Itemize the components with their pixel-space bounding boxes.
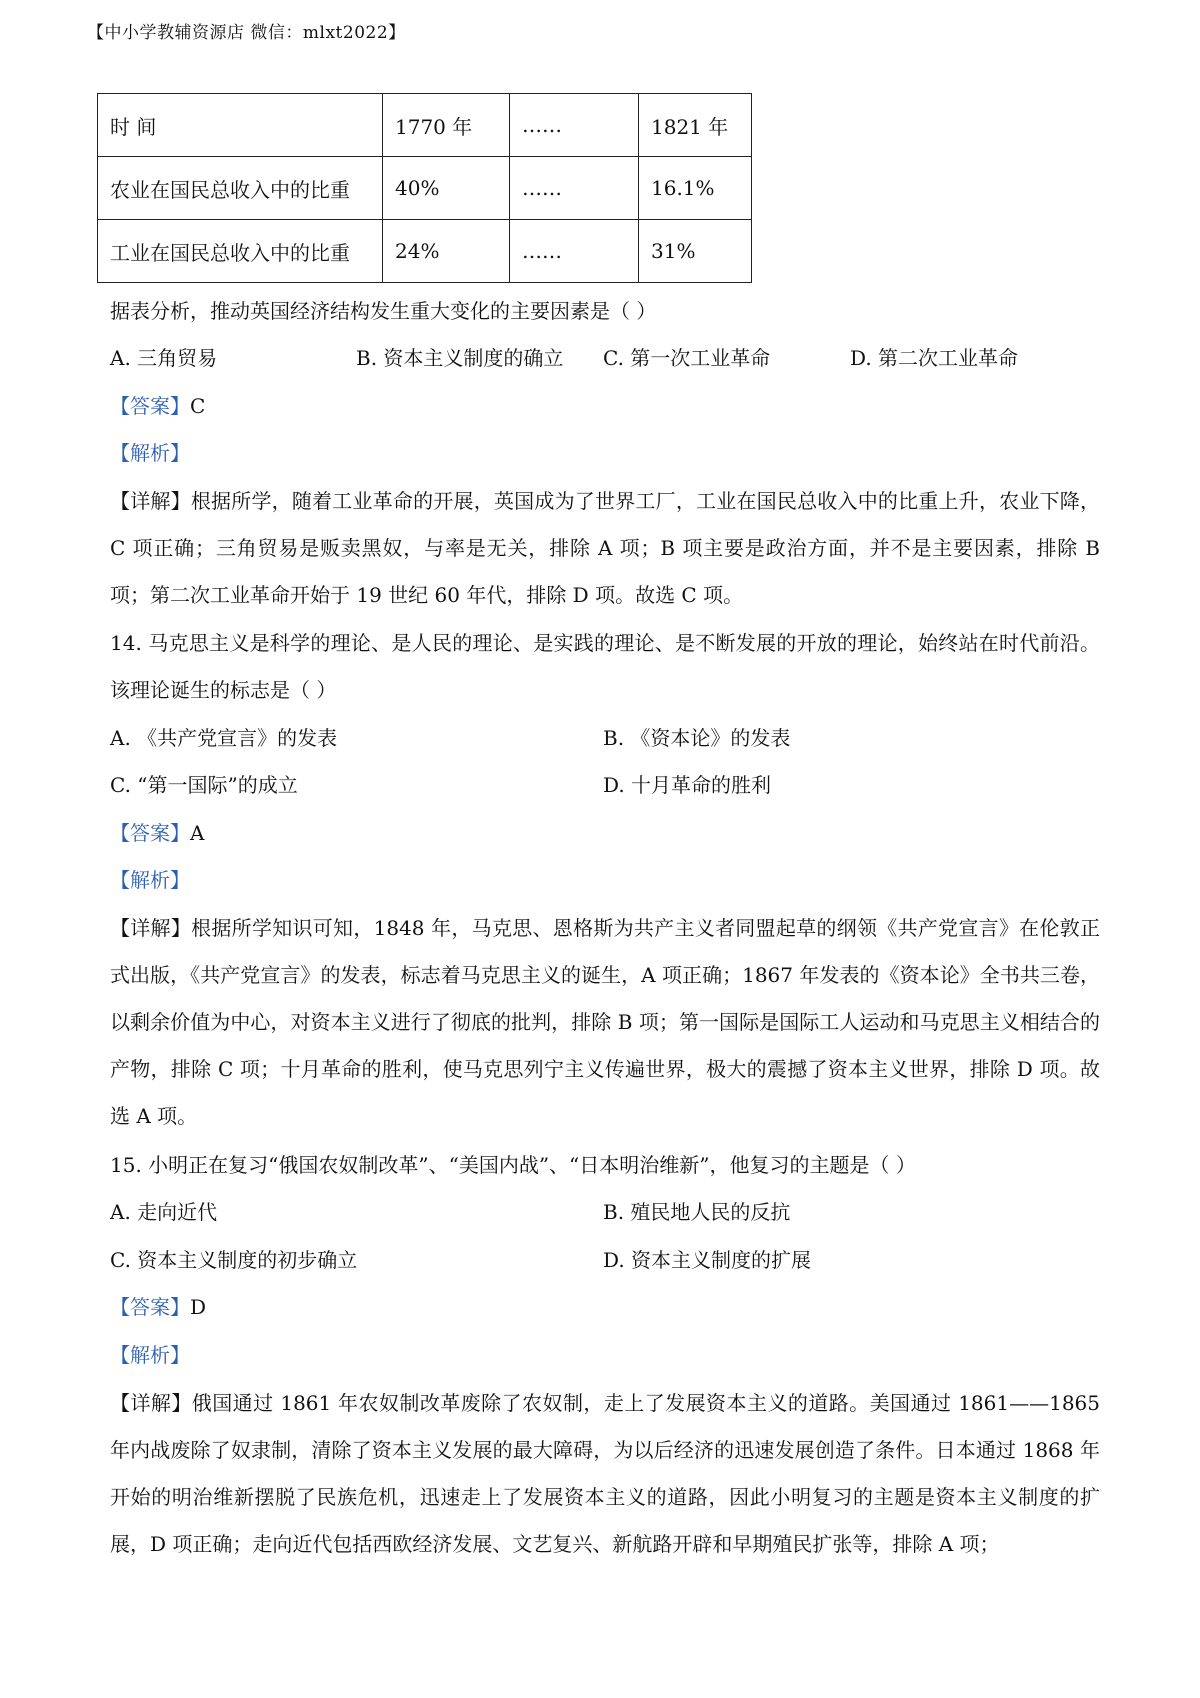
table-cell: 1770 年 — [383, 94, 510, 157]
table-cell: 40% — [383, 157, 510, 220]
q15-detail — [110, 1380, 1100, 1568]
detail-text: 根据所学知识可知，1848 年，马克思、恩格斯为共产主义者同盟起草的纲领《共产党宣言》在伦敦正式出版，《共产党宣言》的发表，标志着马克思主义的诞生，A 项正确；1867 年发表的《资本论》全书共三卷，以剩余价值为中心，对资本主义进行了彻底的批判，排除 B 项；第一国际是国际工人运动和马克思主义相结合的产物，排除 C 项；十月革命的胜利，使马克思列宁主义传遍世界，极大的震撼了资本主义世界，排除 D 项。故选 A 项。 — [110, 916, 1100, 1128]
detail-tag: 【详解】 — [110, 489, 191, 513]
detail-tag: 【详解】 — [110, 1391, 192, 1415]
table-row — [98, 157, 752, 220]
answer-tag: 【答案】 — [110, 821, 190, 845]
q13-analysis-tag: 【解析】 — [110, 441, 190, 465]
q14-detail — [110, 905, 1100, 1140]
table-cell: 农业在国民总收入中的比重 — [98, 157, 383, 220]
table-cell: …… — [510, 220, 639, 283]
detail-tag: 【详解】 — [110, 916, 192, 940]
q14-option-d: D. 十月革命的胜利 — [603, 773, 772, 797]
q13-option-a: A. 三角贸易 — [110, 346, 218, 370]
q15-option-d: D. 资本主义制度的扩展 — [603, 1248, 812, 1272]
table-cell: 16.1% — [639, 157, 752, 220]
q15-analysis-tag: 【解析】 — [110, 1343, 190, 1367]
q14-answer — [110, 818, 204, 848]
q13-option-d: D. 第二次工业革命 — [850, 346, 1019, 370]
q14-option-c: C. “第一国际”的成立 — [110, 773, 298, 797]
q14-stem: 14. 马克思主义是科学的理论、是人民的理论、是实践的理论、是不断发展的开放的理论，始终站在时代前沿。该理论诞生的标志是（ ） — [110, 631, 1100, 702]
q13-answer — [110, 391, 205, 421]
page-header: 【中小学教辅资源店 微信：mlxt2022】 — [87, 23, 406, 43]
q15-option-c: C. 资本主义制度的初步确立 — [110, 1248, 358, 1272]
q13-detail — [110, 478, 1100, 619]
table-cell: 1821 年 — [639, 94, 752, 157]
data-table — [97, 93, 752, 283]
q14-analysis-tag: 【解析】 — [110, 868, 190, 892]
q15-answer — [110, 1292, 206, 1322]
table-row — [98, 220, 752, 283]
table-cell: 时 间 — [98, 94, 383, 157]
q14-option-a: A. 《共产党宣言》的发表 — [110, 726, 338, 750]
table-cell: …… — [510, 157, 639, 220]
table-cell: 31% — [639, 220, 752, 283]
q14-option-b: B. 《资本论》的发表 — [603, 726, 791, 750]
answer-value: C — [190, 394, 206, 418]
answer-tag: 【答案】 — [110, 1295, 190, 1319]
q13-option-b: B. 资本主义制度的确立 — [356, 346, 564, 370]
answer-tag: 【答案】 — [110, 394, 190, 418]
table-cell: …… — [510, 94, 639, 157]
detail-text: 根据所学，随着工业革命的开展，英国成为了世界工厂，工业在国民总收入中的比重上升，农业下降，C 项正确；三角贸易是贩卖黑奴，与率是无关，排除 A 项；B 项主要是政治方面，并不是主要因素，排除 B 项；第二次工业革命开始于 19 世纪 60 年代，排除 D 项。故选 C 项。 — [110, 489, 1101, 607]
table-row — [98, 94, 752, 157]
detail-text: 俄国通过 1861 年农奴制改革废除了农奴制，走上了发展资本主义的道路。美国通过 1861——1865 年内战废除了奴隶制，清除了资本主义发展的最大障碍，为以后经济的迅速发展创造了条件。日本通过 1868 年开始的明治维新摆脱了民族危机，迅速走上了发展资本主义的道路，因此小明复习的主题是资本主义制度的扩展，D 项正确；走向近代包括西欧经济发展、文艺复兴、新航路开辟和早期殖民扩张等，排除 A 项； — [110, 1391, 1100, 1556]
answer-value: D — [190, 1295, 207, 1319]
q15-option-b: B. 殖民地人民的反抗 — [603, 1200, 791, 1224]
answer-value: A — [190, 821, 205, 845]
q15-stem: 15. 小明正在复习“俄国农奴制改革”、“美国内战”、“日本明治维新”，他复习的主题是（ ） — [110, 1153, 916, 1177]
table-cell: 24% — [383, 220, 510, 283]
table-cell: 工业在国民总收入中的比重 — [98, 220, 383, 283]
q13-stem: 据表分析，推动英国经济结构发生重大变化的主要因素是（ ） — [110, 299, 657, 323]
q13-option-c: C. 第一次工业革命 — [603, 346, 771, 370]
q15-option-a: A. 走向近代 — [110, 1200, 218, 1224]
